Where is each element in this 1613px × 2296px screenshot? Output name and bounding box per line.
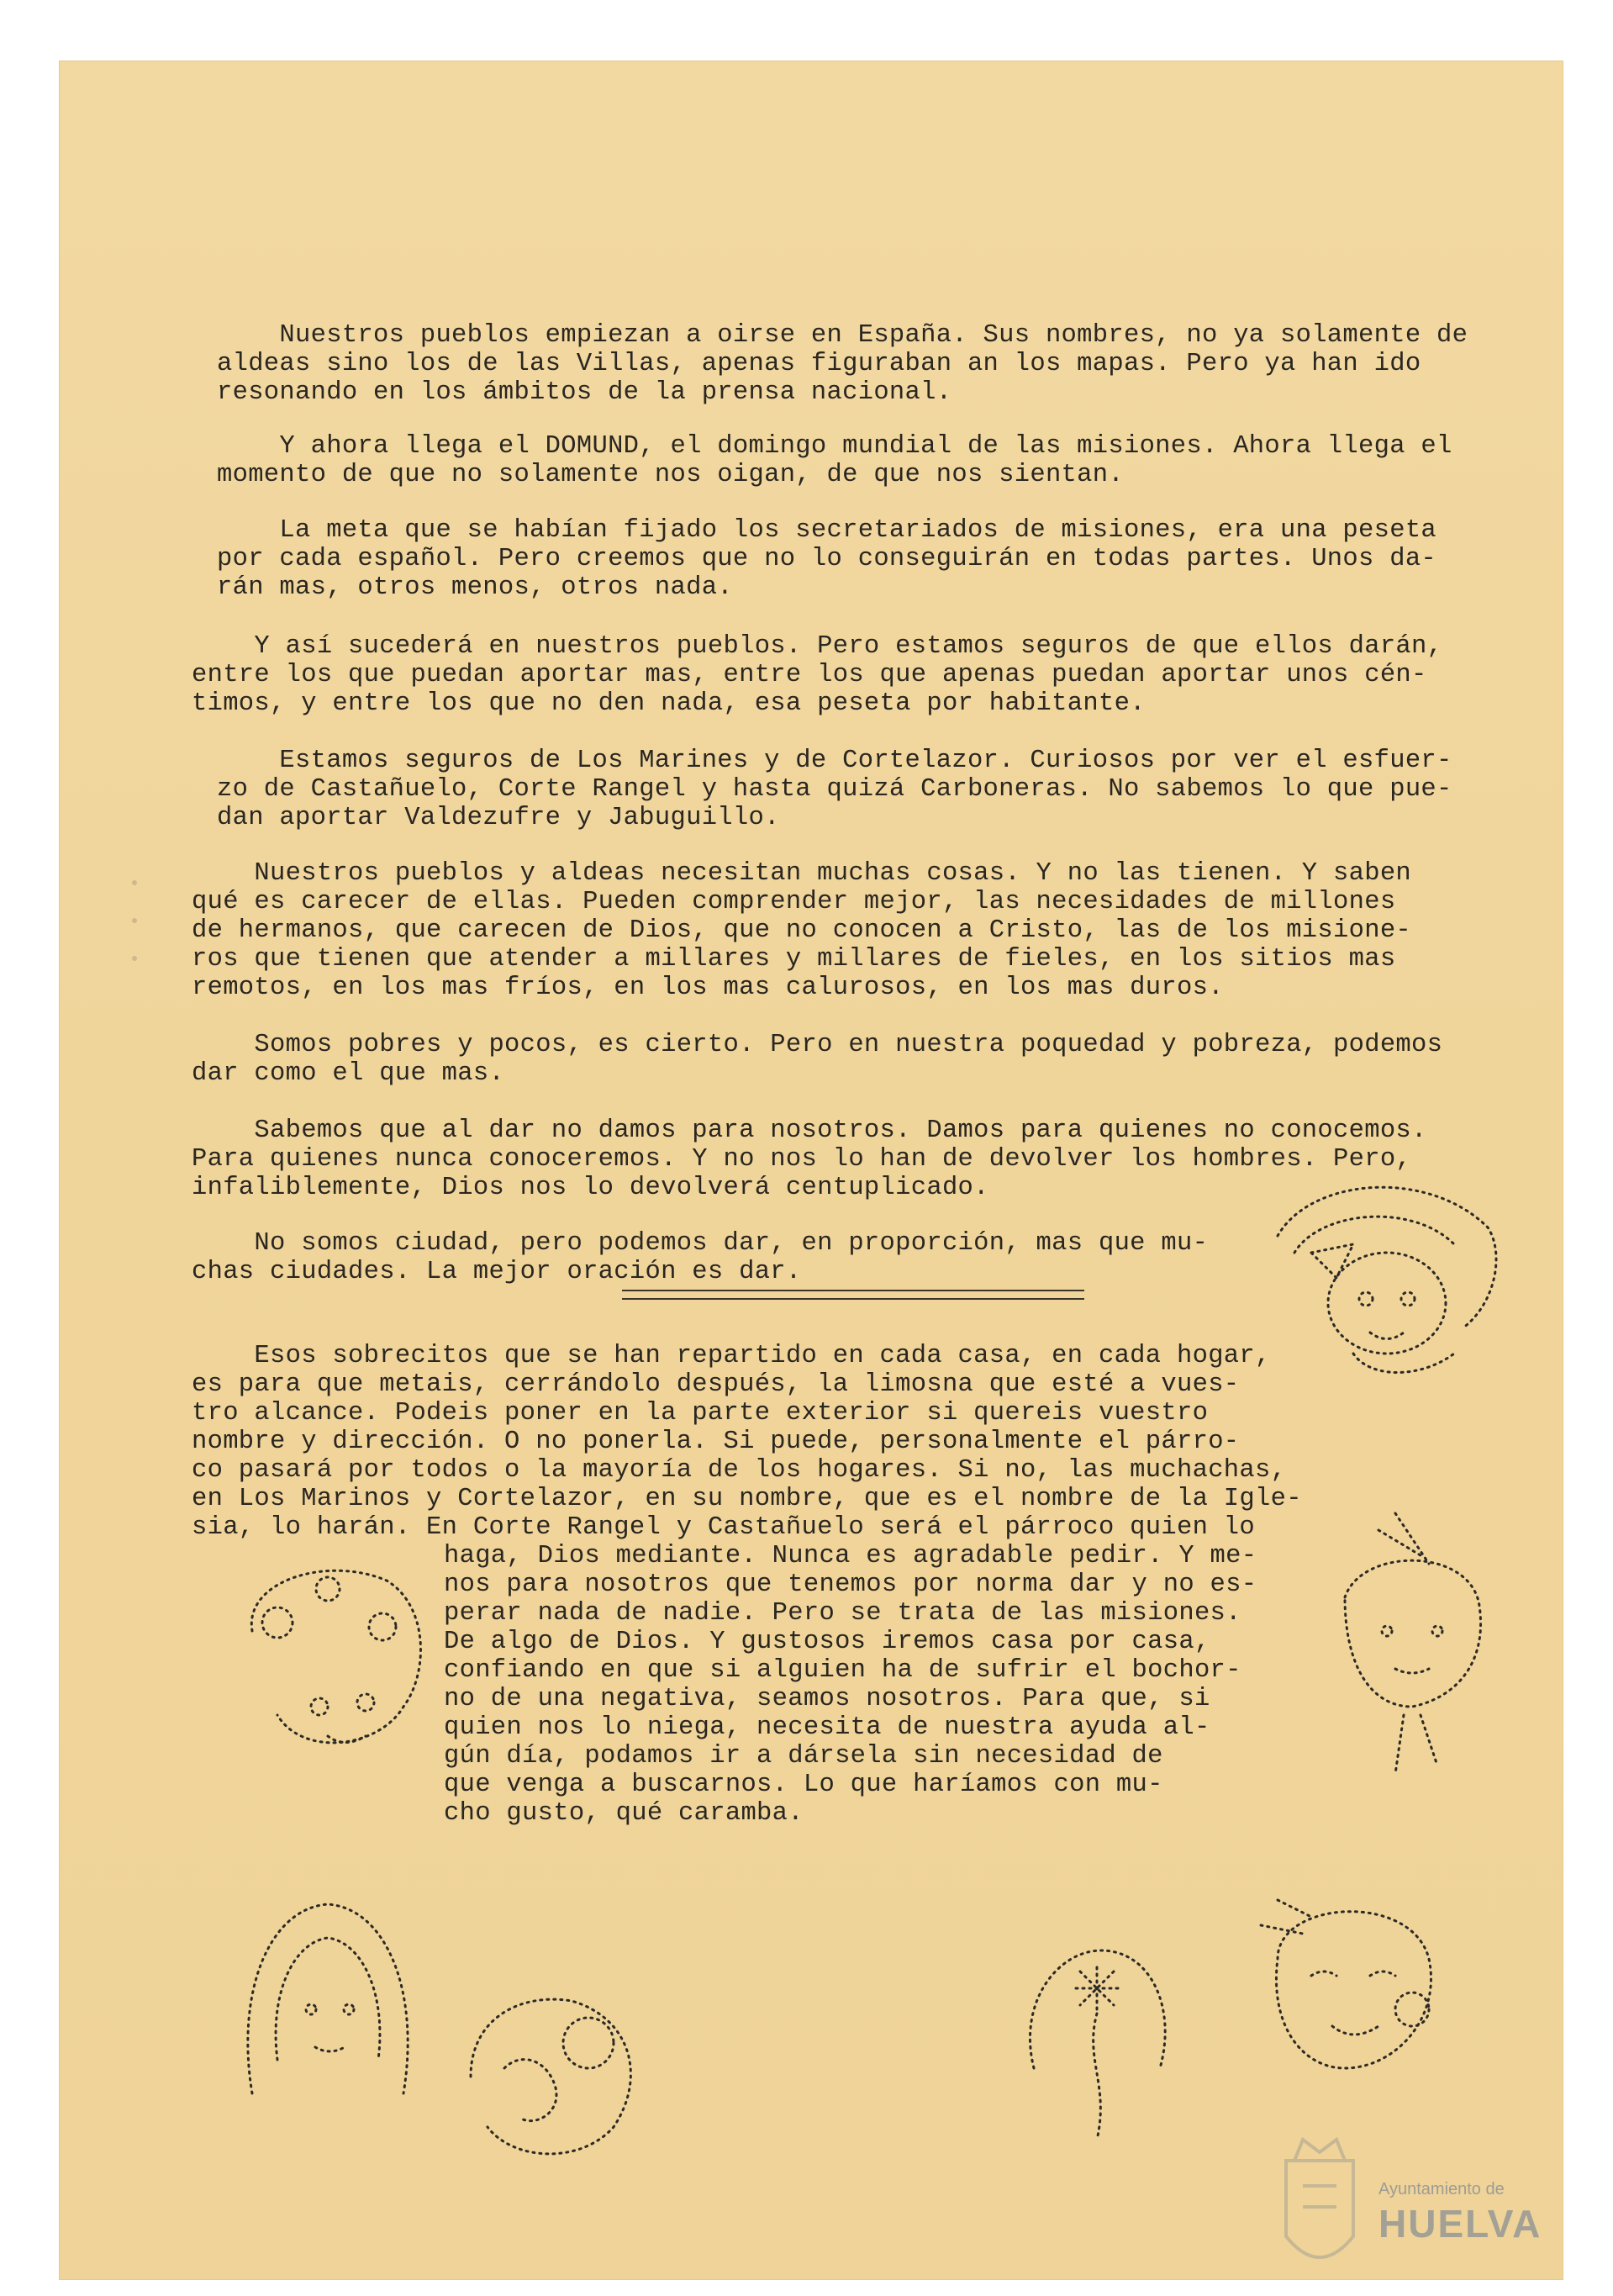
dotted-face-drawing-left [227, 1547, 437, 1766]
watermark-line2: HUELVA [1378, 2202, 1542, 2246]
dotted-face-drawing-top-right [1261, 1160, 1513, 1396]
paragraph-2: Y ahora llega el DOMUND, el domingo mundial de las misiones. Ahora llega el momento de que no solamente nos oigan, de que nos sientan. [217, 432, 1452, 489]
double-rule-divider [622, 1290, 1084, 1300]
paragraph-envelopes: Esos sobrecitos que se han repartido en cada casa, en cada hogar, es para que metais, cerrándolo después, la limosna que esté a vues- tro alcance. Podeis poner en la parte exterior si quereis vuestro nombre y dirección. O no ponerla. Si puede, personalmente el párro- co pasará por todos o la mayoría de los hogares. Si no, las muchachas, en Los Marinos y Cortelazor, en su nombre, que es el nombre de la Igle- sia, lo harán. En Corte Rangel y Castañuelo será el párroco quien lo [192, 1342, 1302, 1542]
paragraph-9: No somos ciudad, pero podemos dar, en proporción, mas que mu- chas ciudades. La mejor oración es dar. [192, 1229, 1209, 1286]
dotted-girl-long-hair-drawing [235, 1892, 420, 2110]
dotted-profile-face-drawing [454, 1984, 656, 2169]
watermark-line1: Ayuntamiento de [1378, 2180, 1505, 2198]
paragraph-7: Somos pobres y pocos, es cierto. Pero en nuestra poquedad y pobreza, podemos dar como el que mas. [192, 1031, 1443, 1088]
paragraph-6: Nuestros pueblos y aldeas necesitan muchas cosas. Y no las tienen. Y saben qué es carecer de ellas. Pueden comprender mejor, las necesidades de millones de hermanos, que carecen de Dios, que no conocen a Cristo, las de los misione- ros que tienen que atender a millares y millares de fieles, en los sitios mas remotos, en los mas fríos, en los mas calurosos, en los mas duros. [192, 859, 1412, 1002]
dotted-face-drawing-right [1328, 1496, 1496, 1799]
paragraph-5: Estamos seguros de Los Marines y de Cortelazor. Curiosos por ver el esfuer- zo de Castañuelo, Corte Rangel y hasta quizá Carboneras. No sabemos lo que pue- dan aportar Valdezufre y Jabuguillo. [217, 747, 1452, 832]
paragraph-1: Nuestros pueblos empiezan a oirse en España. Sus nombres, no ya solamente de aldeas sino los de las Villas, apenas figuraban an los mapas. Pero ya han ido resonando en los ámbitos de la prensa nacional. [217, 321, 1468, 407]
paragraph-envelopes-continued: haga, Dios mediante. Nunca es agradable pedir. Y me- nos para nosotros que tenemos por norma dar y no es- perar nada de nadie. Pero se trata de las misiones. De algo de Dios. Y gustosos iremos casa por casa, confiando en que si alguien ha de sufrir el bochor- no de una negativa, seamos nosotros. Para que, si quien nos lo niega, necesita de nuestra ayuda al- gún día, podamos ir a dársela sin necesidad de que venga a buscarnos. Lo que haríamos con mu- cho gusto, qué caramba. [444, 1542, 1257, 1828]
paragraph-3: La meta que se habían fijado los secretariados de misiones, era una peseta por cada español. Pero creemos que no lo conseguirán en todas partes. Unos da- rán mas, otros menos, otros nada. [217, 516, 1437, 602]
dotted-back-of-head-drawing [1017, 1934, 1177, 2144]
binding-holes [126, 874, 143, 975]
paragraph-8: Sabemos que al dar no damos para nosotros. Damos para quienes no conocemos. Para quienes nunca conoceremos. Y no nos lo han de devolver los hombres. Pero, infaliblemente, Dios nos lo devolverá centuplicado. [192, 1116, 1427, 1202]
dotted-girl-smiling-drawing [1244, 1866, 1454, 2085]
paragraph-4: Y así sucederá en nuestros pueblos. Pero estamos seguros de que ellos darán, entre los que puedan aportar mas, entre los que apenas puedan aportar unos cén- timos, y entre los que no den nada, esa peseta por habitante. [192, 632, 1443, 718]
